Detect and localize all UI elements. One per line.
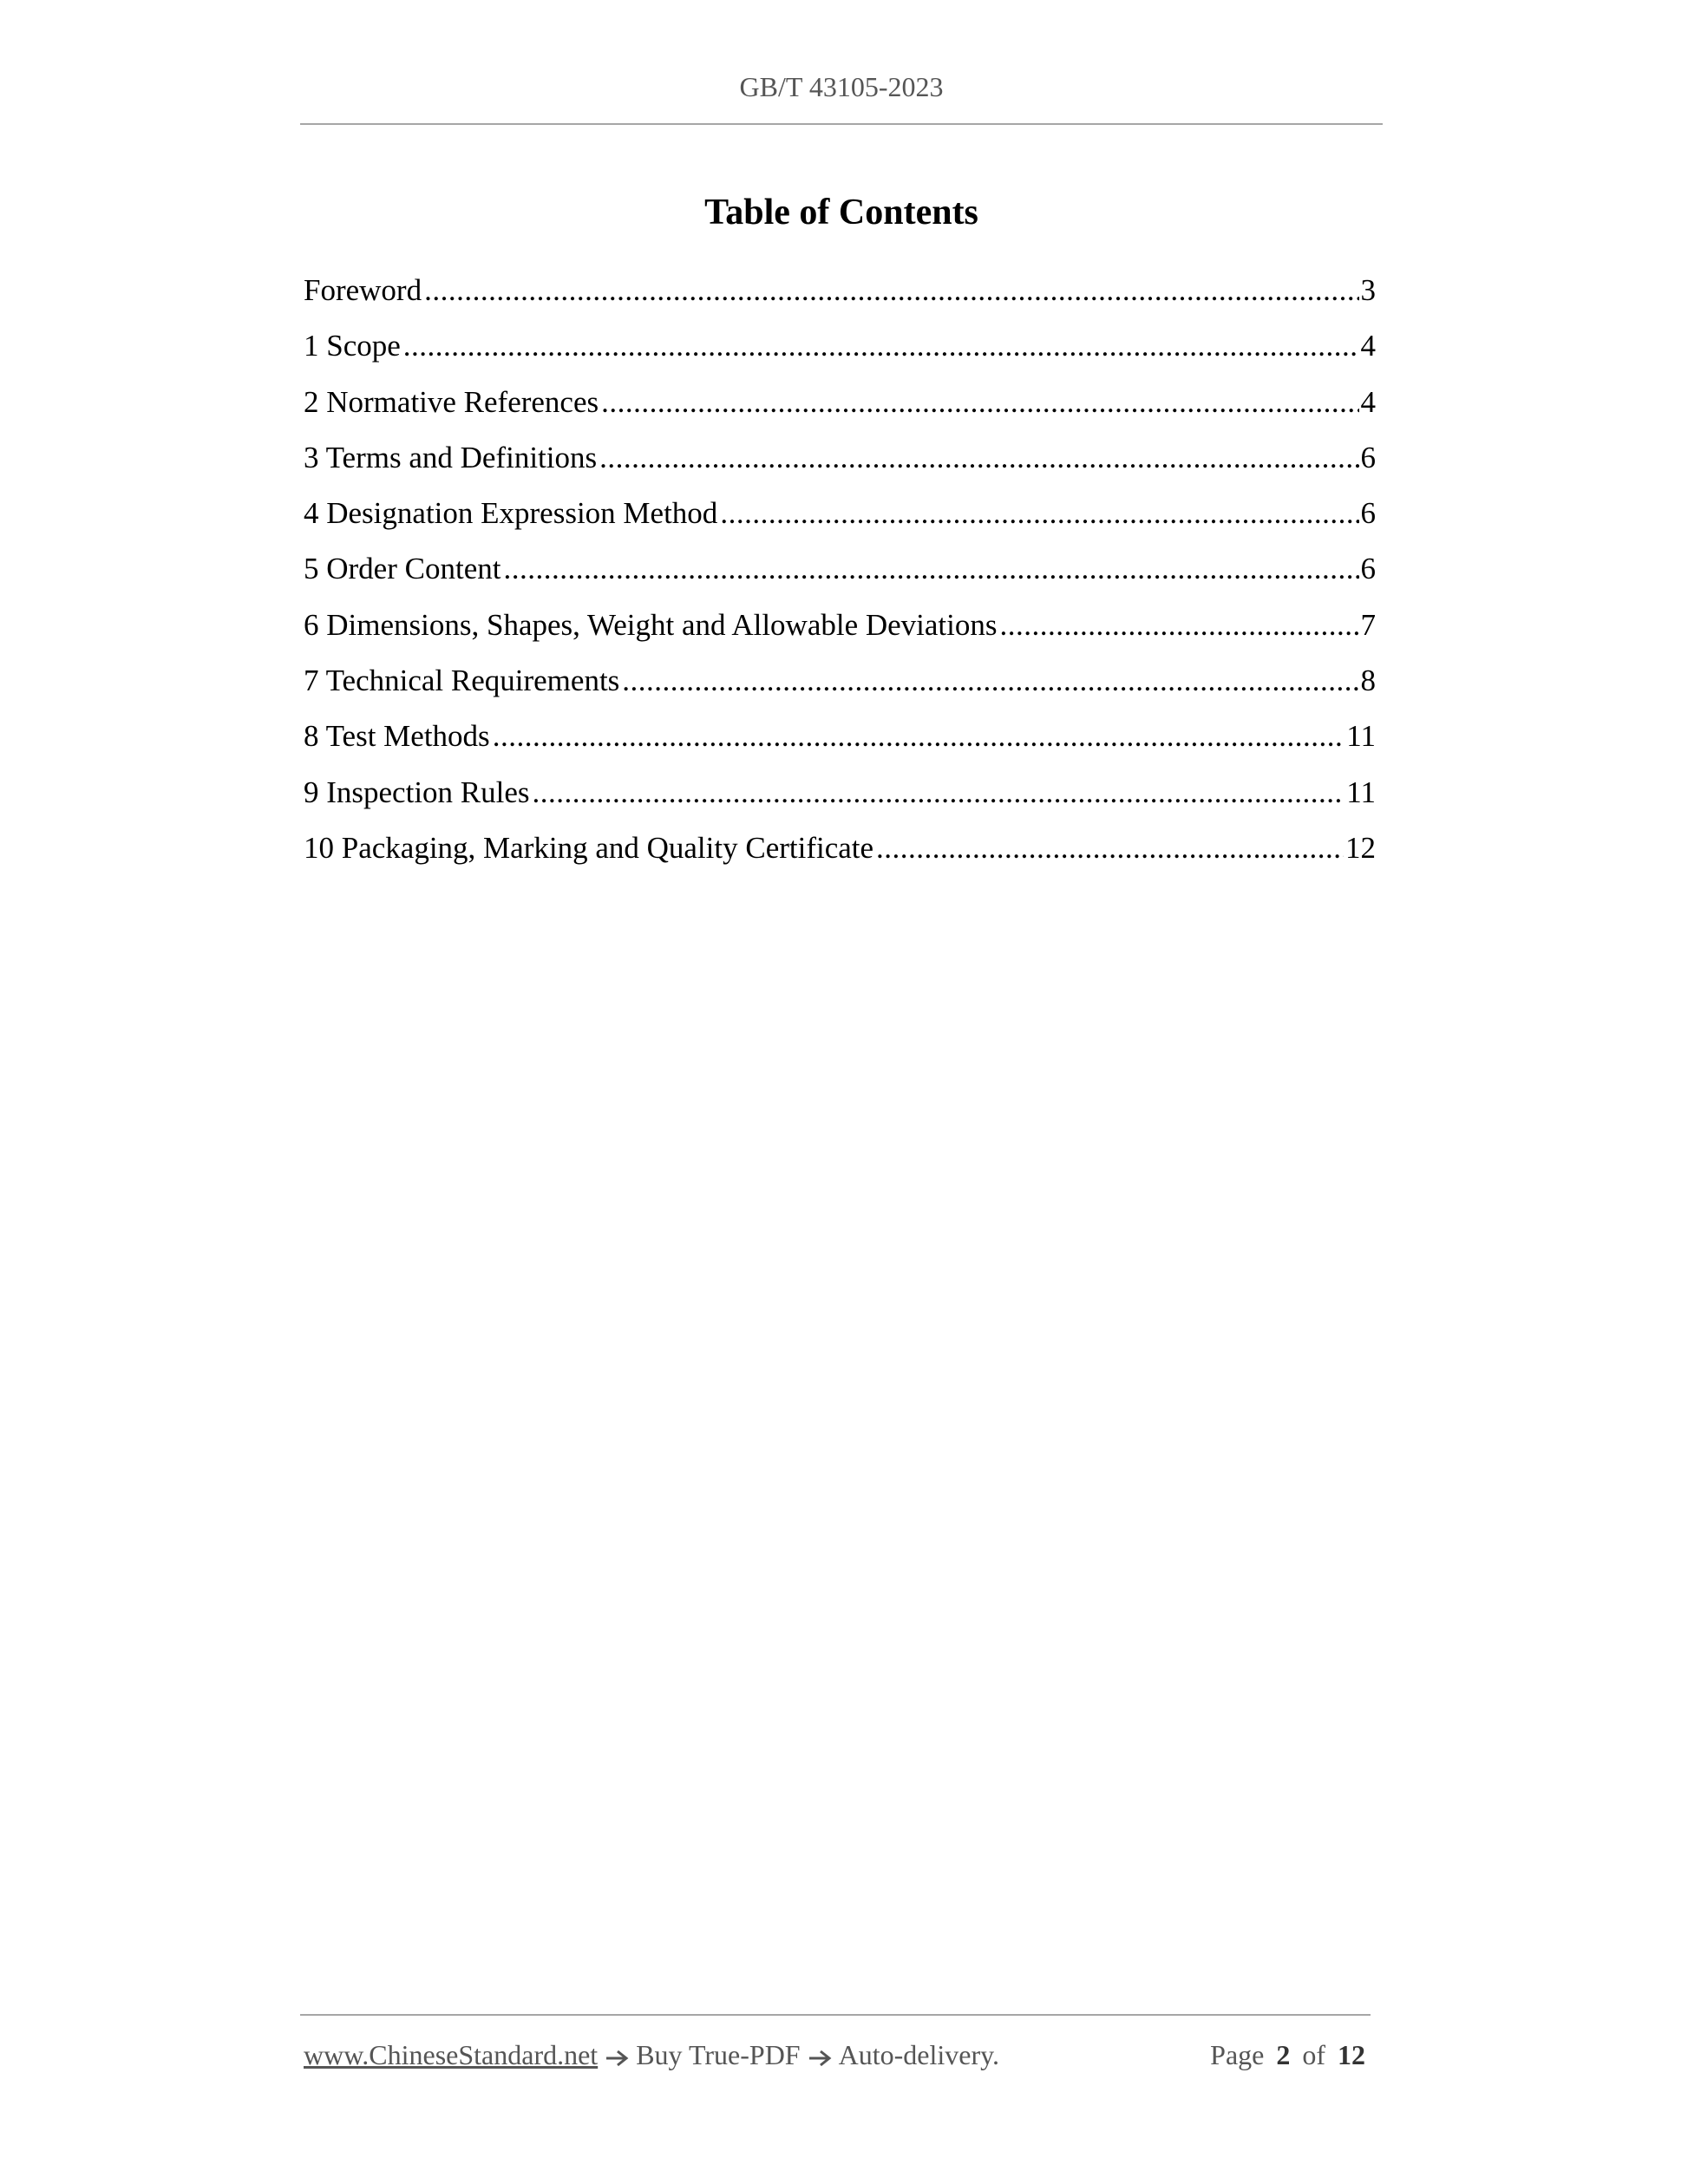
toc-dot-leader: [720, 486, 1358, 541]
toc-entry-page: 11: [1346, 775, 1376, 809]
toc-entry-page: 6: [1360, 440, 1376, 474]
toc-entry-technical-requirements[interactable]: [304, 653, 1376, 709]
toc-entry-page: 8: [1360, 664, 1376, 698]
toc-entry-normative-references[interactable]: [304, 375, 1376, 430]
toc-entry-foreword[interactable]: [304, 263, 1376, 318]
page-header: [300, 61, 1383, 125]
arrow-right-icon: [605, 2049, 631, 2068]
toc-entry-terms-and-definitions[interactable]: [304, 430, 1376, 486]
toc-dot-leader: [493, 709, 1345, 764]
page-label: Page: [1210, 2039, 1265, 2070]
toc-entry-label: 2 Normative References: [304, 384, 599, 419]
toc-entry-label: 6 Dimensions, Shapes, Weight and Allowable Deviations: [304, 607, 998, 642]
toc-entry-label: Foreword: [304, 273, 422, 307]
toc-entry-packaging-marking[interactable]: [304, 821, 1376, 876]
toc-title: Table of Contents: [704, 193, 978, 232]
toc-entry-scope[interactable]: [304, 318, 1376, 374]
buy-true-pdf-text: Buy True-PDF: [636, 2039, 801, 2070]
toc-dot-leader: [599, 430, 1358, 486]
toc-dot-leader: [503, 541, 1358, 597]
toc-entry-page: 6: [1360, 552, 1376, 586]
page-number: [1210, 2033, 1365, 2076]
toc-dot-leader: [622, 653, 1358, 709]
toc-entry-test-methods[interactable]: [304, 709, 1376, 764]
toc-dot-leader: [533, 765, 1345, 821]
toc-entry-page: 6: [1360, 496, 1376, 531]
footer-divider: [300, 2014, 1371, 2016]
of-label: of: [1302, 2039, 1325, 2070]
toc-entry-dimensions-shapes-weight[interactable]: [304, 598, 1376, 653]
toc-entry-page: 12: [1345, 830, 1376, 865]
toc-dot-leader: [876, 821, 1344, 876]
toc-entry-label: 9 Inspection Rules: [304, 775, 530, 809]
total-pages-number: 12: [1338, 2039, 1365, 2070]
toc-entry-inspection-rules[interactable]: [304, 765, 1376, 821]
toc-dot-leader: [403, 318, 1359, 374]
toc-entry-label: 3 Terms and Definitions: [304, 440, 598, 474]
toc-entry-page: 4: [1360, 384, 1376, 419]
toc-entry-label: 1 Scope: [304, 329, 401, 363]
standard-code: GB/T 43105-2023: [739, 71, 944, 102]
toc-entry-page: 3: [1360, 273, 1376, 307]
website-link[interactable]: www.ChineseStandard.net: [304, 2039, 599, 2070]
toc-entry-order-content[interactable]: [304, 541, 1376, 597]
toc-entry-label: 8 Test Methods: [304, 719, 490, 754]
toc-entry-page: 4: [1360, 329, 1376, 363]
toc-entry-label: 10 Packaging, Marking and Quality Certificate: [304, 830, 874, 865]
page-footer: [304, 2033, 1371, 2076]
toc-entry-page: 7: [1360, 607, 1376, 642]
current-page-number: 2: [1276, 2039, 1291, 2070]
toc-entry-label: 4 Designation Expression Method: [304, 496, 718, 531]
toc-dot-leader: [601, 375, 1358, 430]
arrow-right-icon: [808, 2049, 834, 2068]
toc-entry-page: 11: [1346, 719, 1376, 754]
toc-entry-label: 7 Technical Requirements: [304, 664, 620, 698]
toc-entry-label: 5 Order Content: [304, 552, 501, 586]
toc-dot-leader: [424, 263, 1358, 318]
toc-entry-designation-expression-method[interactable]: [304, 486, 1376, 541]
toc-dot-leader: [1000, 598, 1359, 653]
auto-delivery-text: Auto-delivery.: [838, 2039, 1000, 2070]
toc-list: [304, 263, 1376, 876]
footer-promo: [304, 2033, 999, 2076]
